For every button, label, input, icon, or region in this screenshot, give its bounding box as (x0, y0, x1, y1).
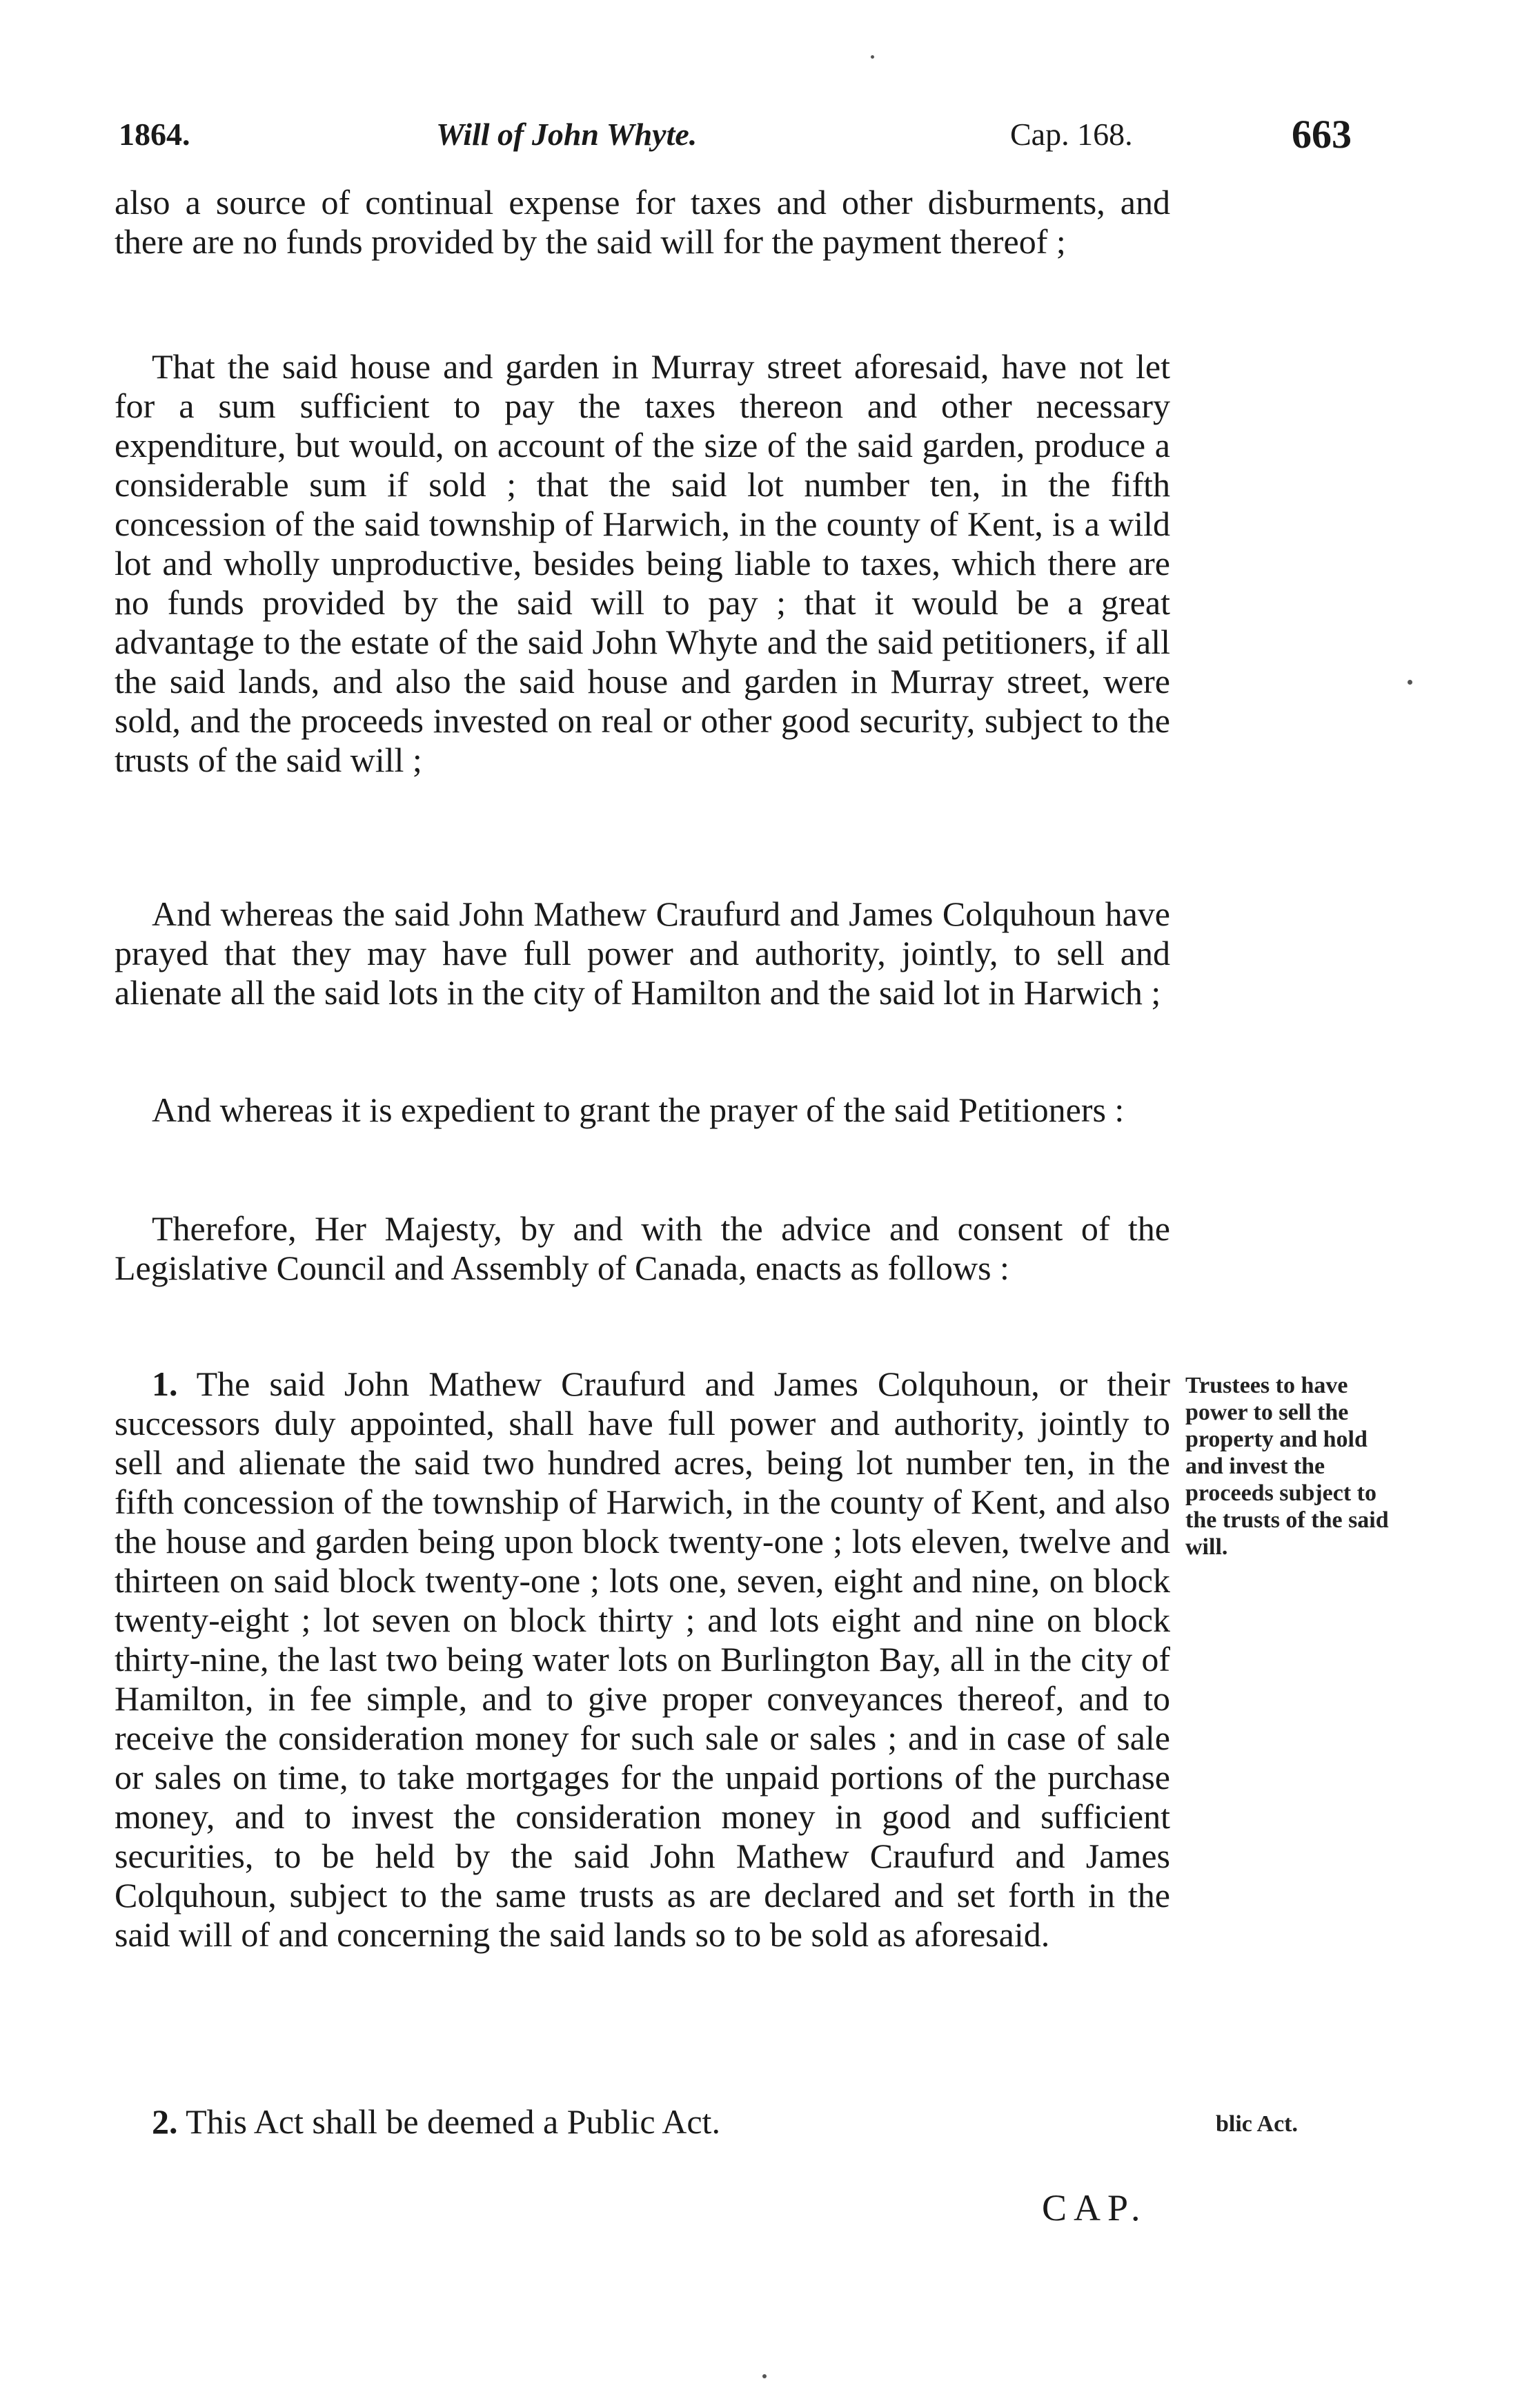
section-1 (115, 1364, 1170, 1955)
paragraph-enacting-clause: Therefore, Her Majesty, by and with the advice and consent of the Legislative Council and Assembly of Canada, enacts as follows : (115, 1209, 1170, 1287)
section-2 (115, 2102, 1170, 2142)
ink-speck (762, 2374, 767, 2378)
section-1-number: 1. (152, 1364, 178, 1403)
section-2-number: 2. (152, 2102, 178, 2141)
catchword-cap: CAP. (1042, 2187, 1147, 2229)
paragraph-expedient: And whereas it is expedient to grant the prayer of the said Petitioners : (152, 1090, 1125, 1129)
ink-speck (871, 55, 874, 59)
section-2-text: This Act shall be deemed a Public Act. (186, 2102, 720, 2141)
paragraph-house-and-garden: That the said house and garden in Murray street aforesaid, have not let for a sum sufficient to pay the taxes thereon and other necessary expenditure, but would, on account of the size of the said garden, produce a considerable sum if sold ; that the said lot number ten, in the fifth concession of the said township of Harwich, in the county of Kent, is a wild lot and wholly unproductive, besides being liable to taxes, which there are no funds provided by the said will to pay ; that it would be a great advantage to the estate of the said John Whyte and the said petitioners, if all the said lands, and also the said house and garden in Murray street, were sold, and the proceeds invested on real or other good security, subject to the trusts of the said will ; (115, 347, 1170, 779)
page-number: 663 (1292, 112, 1352, 157)
paragraph-preamble-continued: also a source of continual expense for taxes and other disburments, and there are no funds provided by the said will for the payment thereof ; (115, 183, 1170, 261)
paragraph-prayer: And whereas the said John Mathew Craufurd and James Colquhoun have prayed that they may have full power and authority, jointly, to sell and alienate all the said lots in the city of Hamilton and the said lot in Harwich ; (115, 894, 1170, 1012)
section-2-margin-note: blic Act. (1216, 2111, 1298, 2137)
header-title: Will of John Whyte. (436, 117, 698, 152)
section-1-text: The said John Mathew Craufurd and James Colquhoun, or their successors duly appointed, shall have full power and authority, jointly to sell and alienate the said two hundred acres, being lot number ten, in the fifth concession of the township of Harwich, in the county of Kent, and also the house and garden being upon block twenty-one ; lots eleven, twelve and thirteen on said block twenty-one ; lots one, seven, eight and nine, on block twenty-eight ; lot seven on block thirty ; and lots eight and nine on block thirty-nine, the last two being water lots on Burlington Bay, all in the city of Hamilton, in fee simple, and to give proper conveyances thereof, and to receive the consideration money for such sale or sales ; and in case of sale or sales on time, to take mortgages for the unpaid portions of the purchase money, and to invest the consideration money in good and sufficient securities, to be held by the said John Mathew Craufurd and James Colquhoun, subject to the same trusts as are declared and set forth in the said will of and concerning the said lands so to be sold as aforesaid. (115, 1364, 1170, 1954)
section-1-margin-note: Trustees to have power to sell the property and hold and invest the proceeds subject to the trusts of the said will. (1185, 1373, 1389, 1560)
header-chapter: Cap. 168. (1010, 117, 1133, 152)
header-year: 1864. (119, 117, 190, 152)
ink-speck (1408, 680, 1412, 685)
